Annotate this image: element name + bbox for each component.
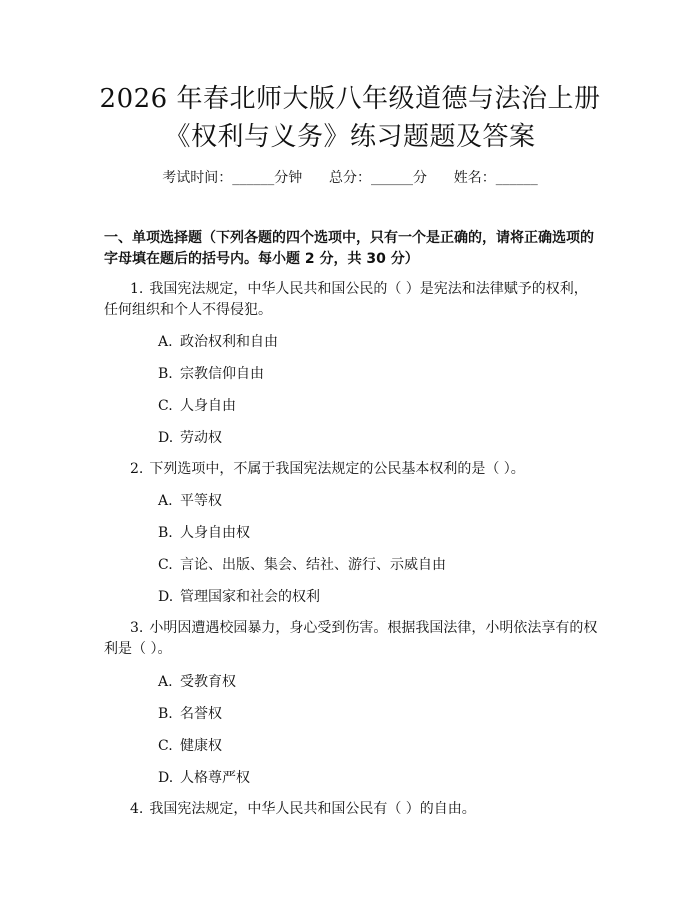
- option-letter: D.: [158, 430, 174, 446]
- option-letter: C.: [158, 738, 173, 754]
- student-name-field: 姓名：______: [453, 170, 538, 186]
- exam-title-line-1: 2026 年春北师大版八年级道德与法治上册: [99, 84, 601, 114]
- question-number: 4.: [130, 801, 144, 817]
- question-3-option-c: [158, 737, 222, 755]
- question-3: [104, 618, 601, 660]
- section-1-heading: 一、单项选择题（下列各题的四个选项中，只有一个是正确的，请将正确选项的字母填在题后的括号内。每小题 2 分，共 30 分）: [104, 230, 594, 267]
- option-letter: C.: [158, 398, 173, 414]
- option-text: 宗教信仰自由: [180, 366, 264, 382]
- option-letter: A.: [158, 493, 173, 509]
- option-text: 平等权: [180, 493, 222, 509]
- option-text: 健康权: [180, 738, 222, 754]
- option-text: 名誉权: [180, 706, 222, 722]
- option-letter: A.: [158, 674, 173, 690]
- exam-title-line-2: 《权利与义务》练习题题及答案: [164, 122, 536, 152]
- question-text: 我国宪法规定，中华人民共和国公民的（ ）是宪法和法律赋予的权利，任何组织和个人不得侵犯。: [104, 281, 588, 318]
- option-letter: B.: [158, 525, 173, 541]
- question-2-option-c: [158, 556, 446, 574]
- question-1-option-b: [158, 365, 264, 383]
- question-2: [104, 459, 601, 480]
- question-text: 小明因遭遇校园暴力，身心受到伤害。根据我国法律，小明依法享有的权利是（ ）。: [104, 620, 598, 657]
- question-1-option-a: [158, 333, 278, 351]
- question-1: [104, 279, 601, 321]
- option-text: 人格尊严权: [180, 770, 250, 786]
- question-3-option-a: [158, 673, 236, 691]
- question-4: [104, 799, 601, 820]
- question-number: 3.: [130, 620, 144, 636]
- option-text: 人身自由权: [180, 525, 250, 541]
- question-2-option-b: [158, 524, 250, 542]
- option-letter: D.: [158, 589, 174, 605]
- question-number: 2.: [130, 461, 144, 477]
- question-2-option-d: [158, 588, 320, 606]
- question-number: 1.: [130, 281, 144, 297]
- option-text: 言论、出版、集会、结社、游行、示威自由: [180, 557, 446, 573]
- option-letter: A.: [158, 334, 173, 350]
- question-3-option-d: [158, 769, 250, 787]
- total-score-field: 总分：______分: [329, 170, 427, 186]
- question-text: 我国宪法规定，中华人民共和国公民有（ ）的自由。: [149, 801, 476, 817]
- option-text: 人身自由: [180, 398, 236, 414]
- question-3-option-b: [158, 705, 222, 723]
- option-letter: B.: [158, 706, 173, 722]
- option-text: 劳动权: [180, 430, 222, 446]
- question-2-option-a: [158, 492, 222, 510]
- option-text: 管理国家和社会的权利: [180, 589, 320, 605]
- option-letter: C.: [158, 557, 173, 573]
- exam-time-field: 考试时间：______分钟: [162, 170, 303, 186]
- option-letter: D.: [158, 770, 174, 786]
- option-text: 受教育权: [180, 674, 236, 690]
- question-text: 下列选项中，不属于我国宪法规定的公民基本权利的是（ ）。: [149, 461, 525, 477]
- exam-info-line: [0, 169, 700, 187]
- question-1-option-c: [158, 397, 236, 415]
- question-1-option-d: [158, 429, 222, 447]
- option-letter: B.: [158, 366, 173, 382]
- option-text: 政治权利和自由: [180, 334, 278, 350]
